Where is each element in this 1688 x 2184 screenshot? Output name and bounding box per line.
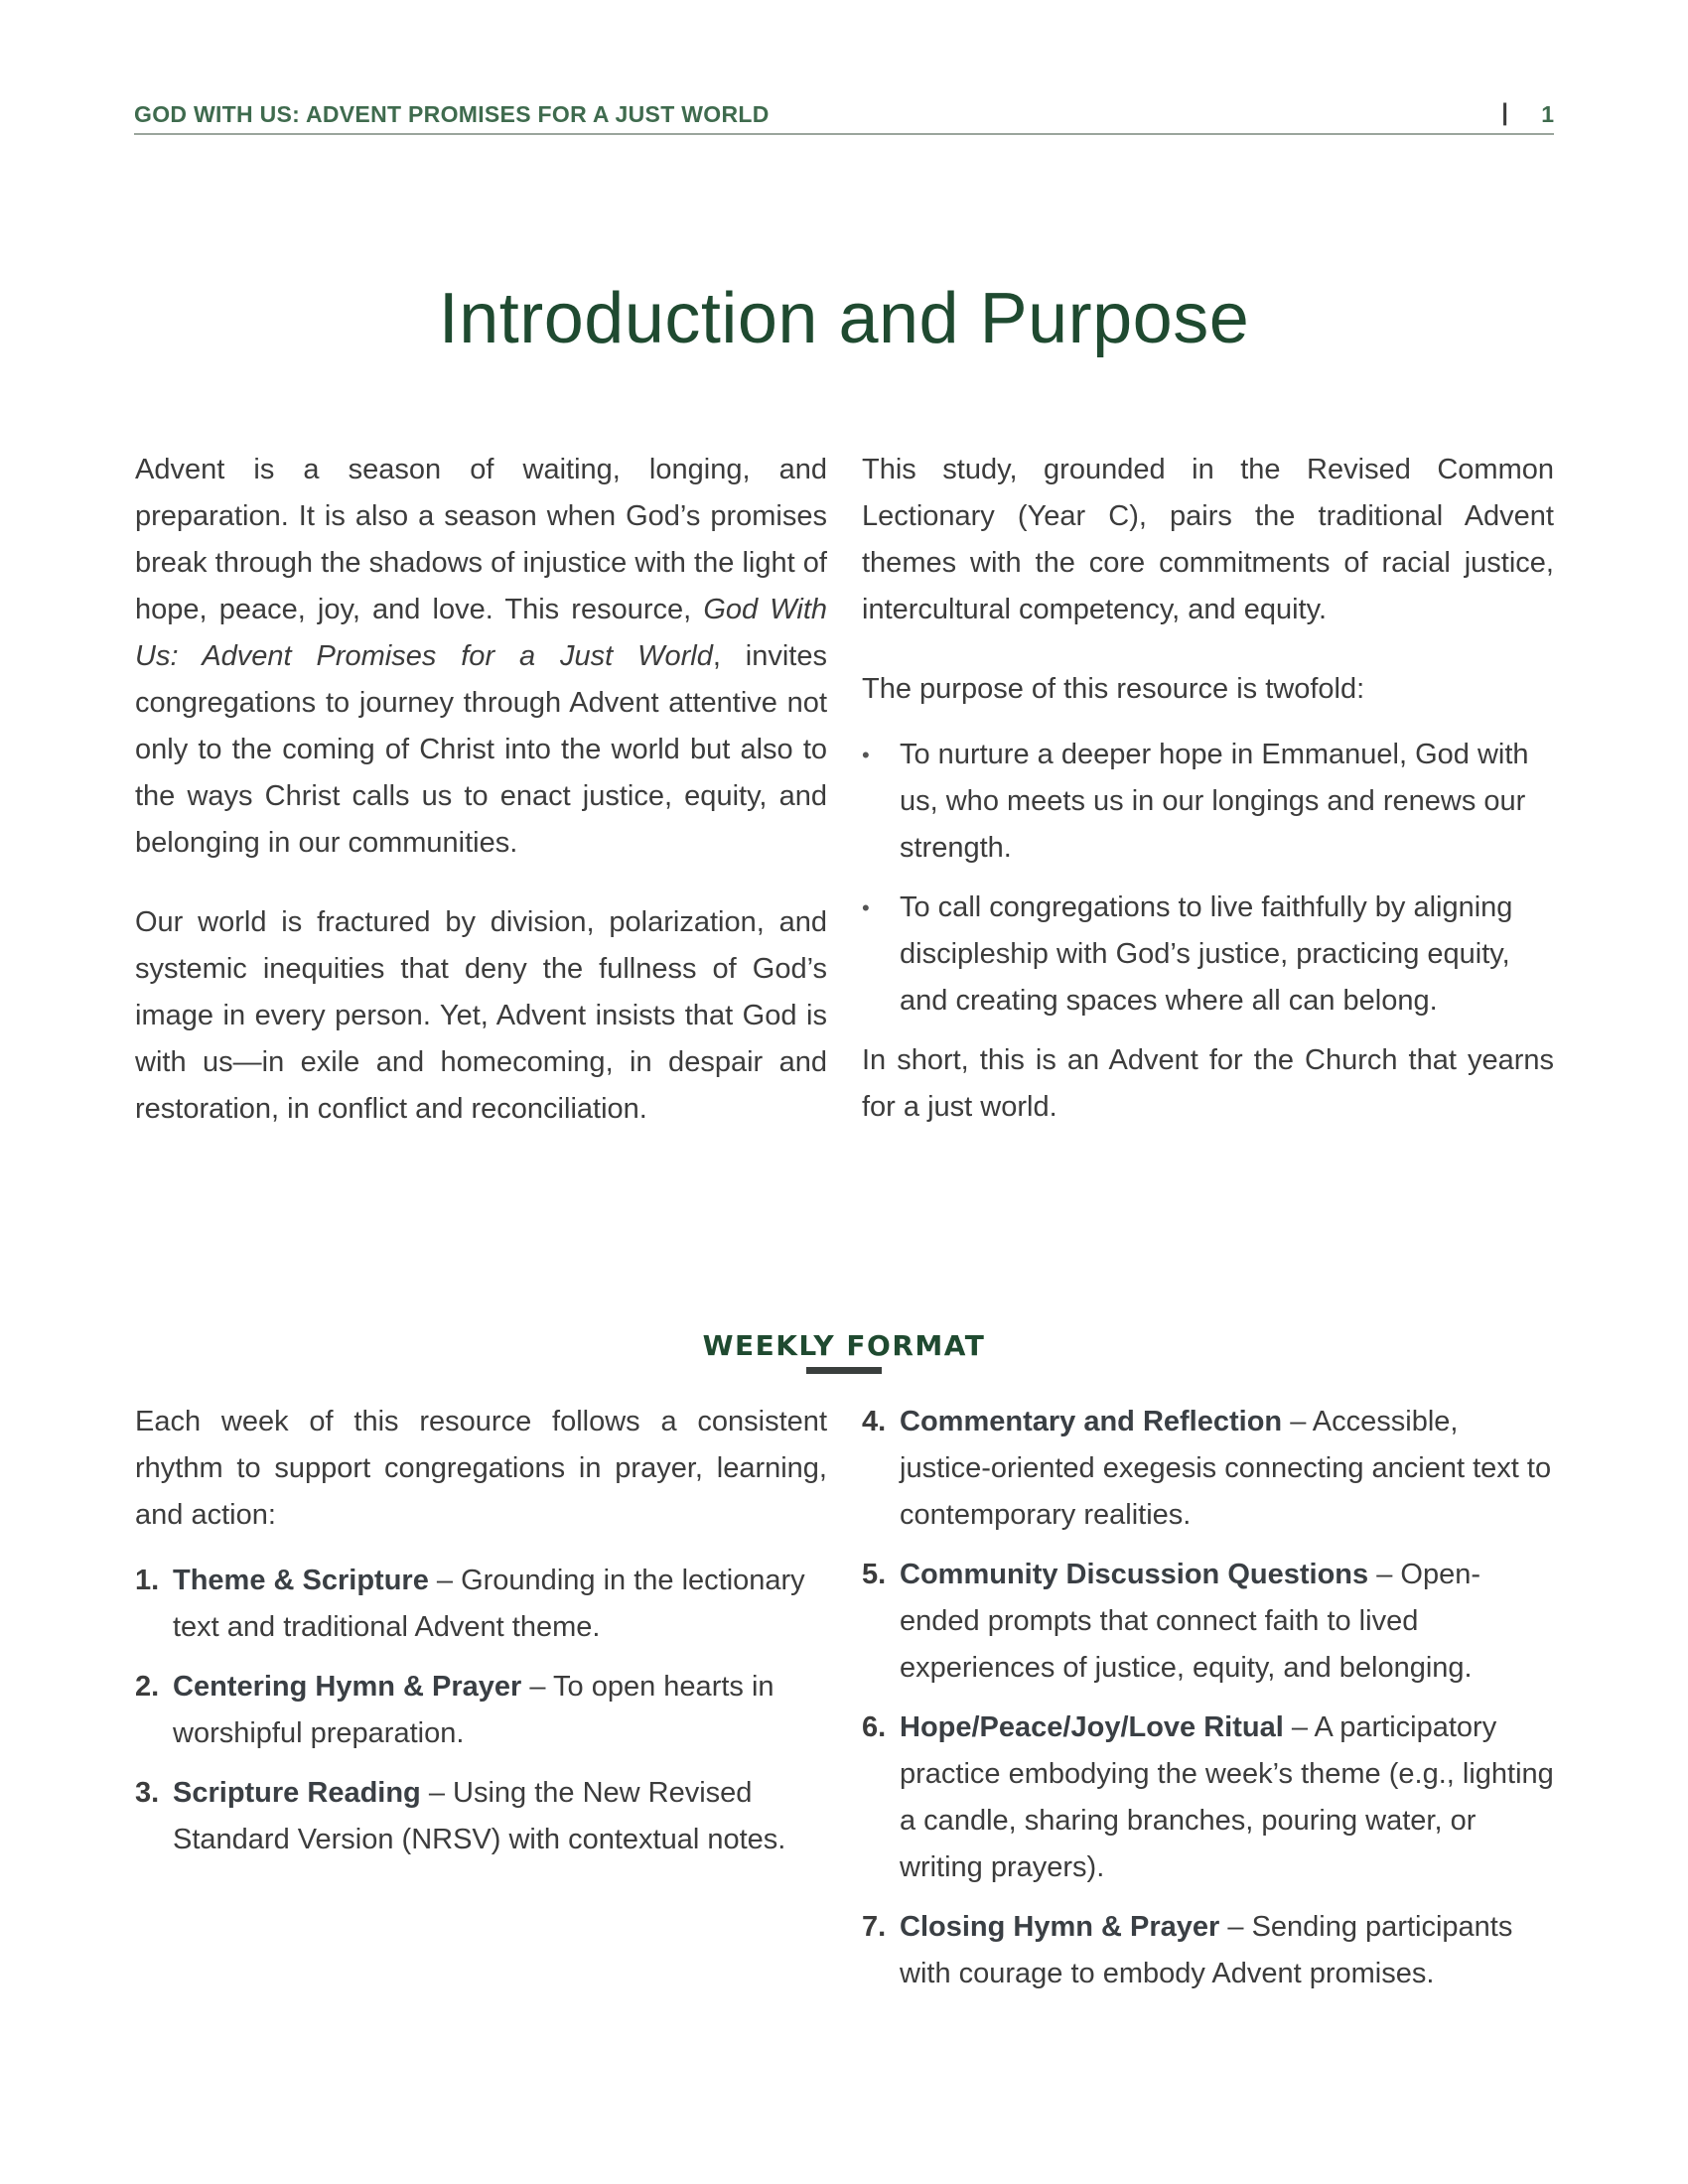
intro-paragraph-3: This study, grounded in the Revised Common Lectionary (Year C), pairs the traditional Advent themes with the core commitments of racial justice, intercultural competency, and equity.	[862, 454, 1554, 625]
page-number: 1	[1541, 101, 1554, 127]
bullet-icon: •	[862, 895, 870, 920]
intro-paragraph-2: Our world is fractured by division, polarization, and systemic inequities that deny the fullness of God’s image in every person. Yet, Advent insists that God is with us—in exile and homecoming, in despair and restoration, in conflict and reconciliation.	[135, 906, 827, 1125]
format-right-column	[862, 1399, 1554, 2010]
purpose-item: • To nurture a deeper hope in Emmanuel, God with us, who meets us in our longings and renews our strength.	[862, 732, 1554, 872]
format-step: 5. Community Discussion Questions – Open-ended prompts that connect faith to lived experiences of justice, equity, and belonging.	[862, 1559, 1480, 1684]
header-separator: |	[1501, 99, 1508, 126]
format-step: 3. Scripture Reading – Using the New Revised Standard Version (NRSV) with contextual notes.	[135, 1777, 786, 1855]
format-steps-list-1	[135, 1558, 827, 1863]
format-intro: Each week of this resource follows a consistent rhythm to support congregations in prayer, learning, and action:	[135, 1406, 827, 1531]
bullet-icon: •	[862, 743, 870, 767]
format-step: 6. Hope/Peace/Joy/Love Ritual – A participatory practice embodying the week’s theme (e.g., lighting a candle, sharing branches, pouring water, or writing prayers).	[862, 1711, 1554, 1883]
weekly-format-heading: WEEKLY FORMAT	[702, 1329, 986, 1363]
conclusion-paragraph: In short, this is an Advent for the Church that yearns for a just world.	[862, 1044, 1554, 1123]
running-header	[134, 97, 1554, 135]
resource-title-italic: God With Us: Advent Promises for a Just World	[135, 594, 827, 672]
document-title: GOD WITH US: ADVENT PROMISES FOR A JUST WORLD	[134, 101, 770, 127]
format-step: 4. Commentary and Reflection – Accessible, justice-oriented exegesis connecting ancient text to contemporary realities.	[862, 1406, 1552, 1531]
format-step: 2. Centering Hymn & Prayer – To open hearts in worshipful preparation.	[135, 1671, 774, 1749]
format-steps-list-2	[862, 1399, 1554, 1997]
intro-right-column	[862, 447, 1554, 1131]
purpose-lead: The purpose of this resource is twofold:	[862, 673, 1365, 705]
intro-left-column	[135, 447, 827, 1133]
page-title: Introduction and Purpose	[438, 279, 1250, 359]
intro-paragraph-1: Advent is a season of waiting, longing, and preparation. It is also a season when God’s promises break through the shadows of injustice with the light of hope, peace, joy, and love. This resource, God With Us: Advent Promises for a Just World, invites congregations to journey through Advent attentive not only to the coming of Christ into the world but also to the ways Christ calls us to enact justice, equity, and belonging in our communities.	[135, 454, 827, 859]
format-step: 7. Closing Hymn & Prayer – Sending participants with courage to embody Advent promises.	[862, 1911, 1513, 1989]
purpose-list	[862, 732, 1554, 1024]
heading-underline	[806, 1367, 882, 1374]
format-step: 1. Theme & Scripture – Grounding in the lectionary text and traditional Advent theme.	[135, 1565, 805, 1643]
format-left-column	[135, 1399, 827, 1876]
purpose-item: • To call congregations to live faithfully by aligning discipleship with God’s justice, practicing equity, and creating spaces where all can belong.	[862, 885, 1554, 1024]
